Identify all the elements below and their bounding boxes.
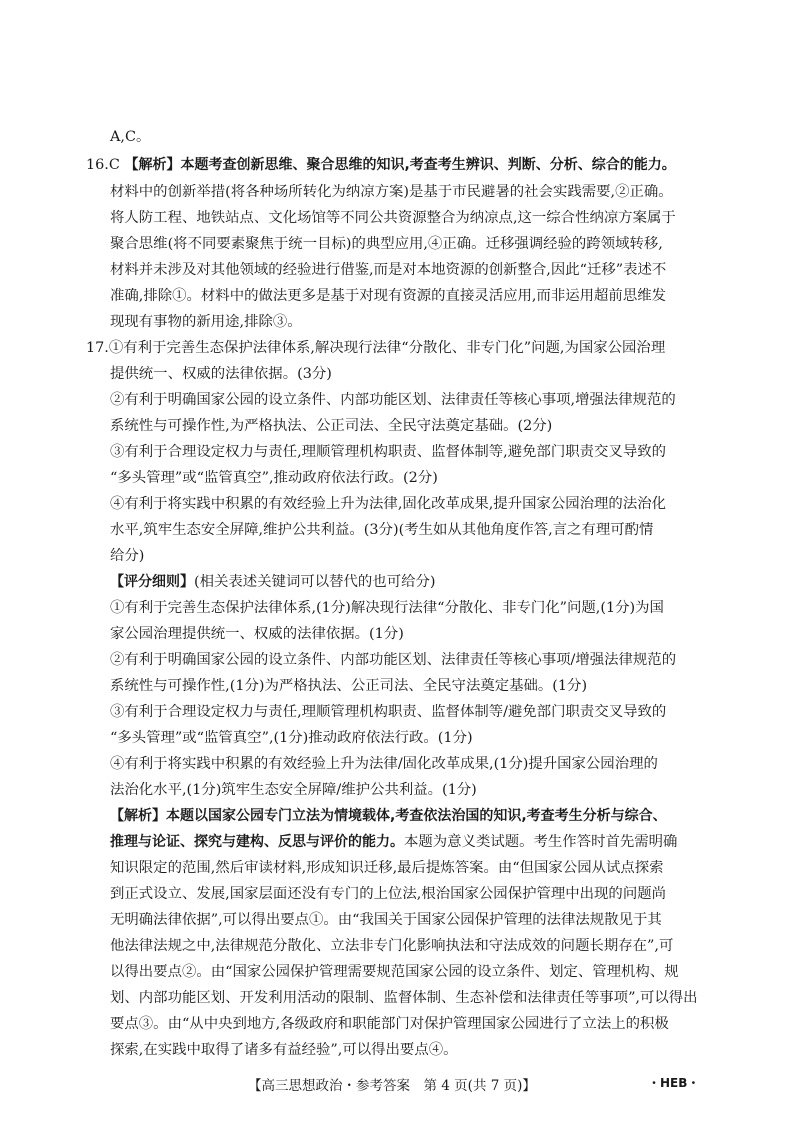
text-line: 划、内部功能区划、开发利用活动的限制、监督体制、生态补偿和法律责任等事项”,可以得出 bbox=[110, 990, 698, 1006]
text-line: 给分) bbox=[110, 548, 145, 564]
text-line: ②有利于明确国家公园的设立条件、内部功能区划、法律责任等核心事项/增强法律规范的 bbox=[110, 652, 677, 668]
text-line: ③有利于合理设定权力与责任,理顺管理机构职责、监督体制等/避免部门职责交叉导致的 bbox=[110, 704, 667, 720]
text-line: 准确,排除①。材料中的做法更多是基于对现有资源的直接灵活应用,而非运用超前思维发 bbox=[110, 288, 666, 304]
text-line: 法治化水平,(1分)筑牢生态安全屏障/维护公共利益。(1分) bbox=[110, 782, 477, 798]
scoring-rules-header bbox=[110, 575, 435, 589]
text-line bbox=[110, 835, 677, 849]
text-line: 到正式设立、发展,国家层面还没有专门的上位法,根治国家公园保护管理中出现的问题尚 bbox=[110, 886, 666, 902]
text-line: 提供统一、权威的法律依据。(3分) bbox=[110, 366, 332, 382]
text-line: 将人防工程、地铁站点、文化场馆等不同公共资源整合为纳凉点,这一综合性纳凉方案属于 bbox=[110, 210, 676, 226]
text-line: 家公园治理提供统一、权威的法律依据。(1分) bbox=[110, 626, 404, 642]
text-line: ④有利于将实践中积累的有效经验上升为法律,固化改革成果,提升国家公园治理的法治化 bbox=[110, 496, 666, 512]
text-line: 材料并未涉及对其他领域的经验进行借鉴,而是对本地资源的创新整合,因此“迁移”表述不 bbox=[110, 262, 667, 278]
text-line: 水平,筑牢生态安全屏障,维护公共利益。(3分)(考生如从其他角度作答,言之有理可酌情 bbox=[110, 522, 654, 538]
analysis-tag: 【解析】 bbox=[124, 157, 181, 173]
text-line: ②有利于明确国家公园的设立条件、内部功能区划、法律责任等核心事项,增强法律规范的 bbox=[110, 392, 676, 408]
analysis-tag: 【解析】 bbox=[110, 808, 166, 824]
question-16-header bbox=[86, 158, 676, 172]
text-line: 材料中的创新举措(将各种场所转化为纳凉方案)是基于市民避暑的社会实践需要,②正确。 bbox=[110, 184, 673, 200]
analysis-17-header bbox=[110, 809, 667, 823]
question-number: 16.C bbox=[86, 157, 120, 173]
footer-code: ・HEB・ bbox=[648, 1076, 700, 1090]
text-line: 现现有事物的新用途,排除③。 bbox=[110, 314, 302, 330]
text-line: 系统性与可操作性,为严格执法、公正司法、全民守法奠定基础。(2分) bbox=[110, 418, 553, 434]
scoring-rules-note: (相关表述关键词可以替代的也可给分) bbox=[194, 574, 436, 590]
analysis-heading: 本题考查创新思维、聚合思维的知识,考查考生辨识、判断、分析、综合的能力。 bbox=[180, 157, 676, 173]
text-line: 探索,在实践中取得了诸多有益经验”,可以得出要点④。 bbox=[110, 1042, 458, 1058]
text-line: 系统性与可操作性,(1分)为严格执法、公正司法、全民守法奠定基础。(1分) bbox=[110, 678, 588, 694]
analysis-text: 本题为意义类试题。考生作答时首先需明确 bbox=[404, 834, 678, 850]
text-line: 无明确法律依据”,可以得出要点①。由“我国关于国家公园保护管理的法律法规散见于其 bbox=[110, 912, 662, 928]
page-footer: 【高三思想政治・参考答案 第 4 页(共 7 页)】 bbox=[248, 1078, 536, 1094]
question-17-line: 17.①有利于完善生态保护法律体系,解决现行法律“分散化、非专门化”问题,为国家公园治理 bbox=[86, 340, 666, 356]
text-line: 以得出要点②。由“国家公园保护管理需要规范国家公园的设立条件、划定、管理机构、规 bbox=[110, 964, 679, 980]
text-line: 要点③。由“从中央到地方,各级政府和职能部门对保护管理国家公园进行了立法上的积极 bbox=[110, 1016, 669, 1032]
text-line: ④有利于将实践中积累的有效经验上升为法律/固化改革成果,(1分)提升国家公园治理的 bbox=[110, 756, 658, 772]
analysis-heading: 本题以国家公园专门立法为情境载体,考查依法治国的知识,考查考生分析与综合、 bbox=[166, 808, 667, 824]
scoring-rules-tag: 【评分细则】 bbox=[110, 574, 194, 590]
analysis-heading-cont: 推理与论证、探究与建构、反思与评价的能力。 bbox=[110, 834, 404, 850]
text-line: “多头管理”或“监管真空”,推动政府依法行政。(2分) bbox=[110, 470, 438, 486]
text-line: ③有利于合理设定权力与责任,理顺管理机构职责、监督体制等,避免部门职责交叉导致的 bbox=[110, 444, 666, 460]
text-line: 他法律法规之中,法律规范分散化、立法非专门化影响执法和守法成效的问题长期存在”,可 bbox=[110, 938, 674, 954]
text-line: “多头管理”或“监管真空”,(1分)推动政府依法行政。(1分) bbox=[110, 730, 473, 746]
text-line: A,C。 bbox=[110, 129, 151, 145]
text-line: ①有利于完善生态保护法律体系,(1分)解决现行法律“分散化、非专门化”问题,(1分)为国 bbox=[110, 600, 664, 616]
text-line: 知识限定的范围,然后审读材料,形成知识迁移,最后提炼答案。由“但国家公园从试点探索 bbox=[110, 860, 664, 876]
text-line: 聚合思维(将不同要素聚焦于统一目标)的典型应用,④正确。迁移强调经验的跨领域转移, bbox=[110, 236, 663, 252]
